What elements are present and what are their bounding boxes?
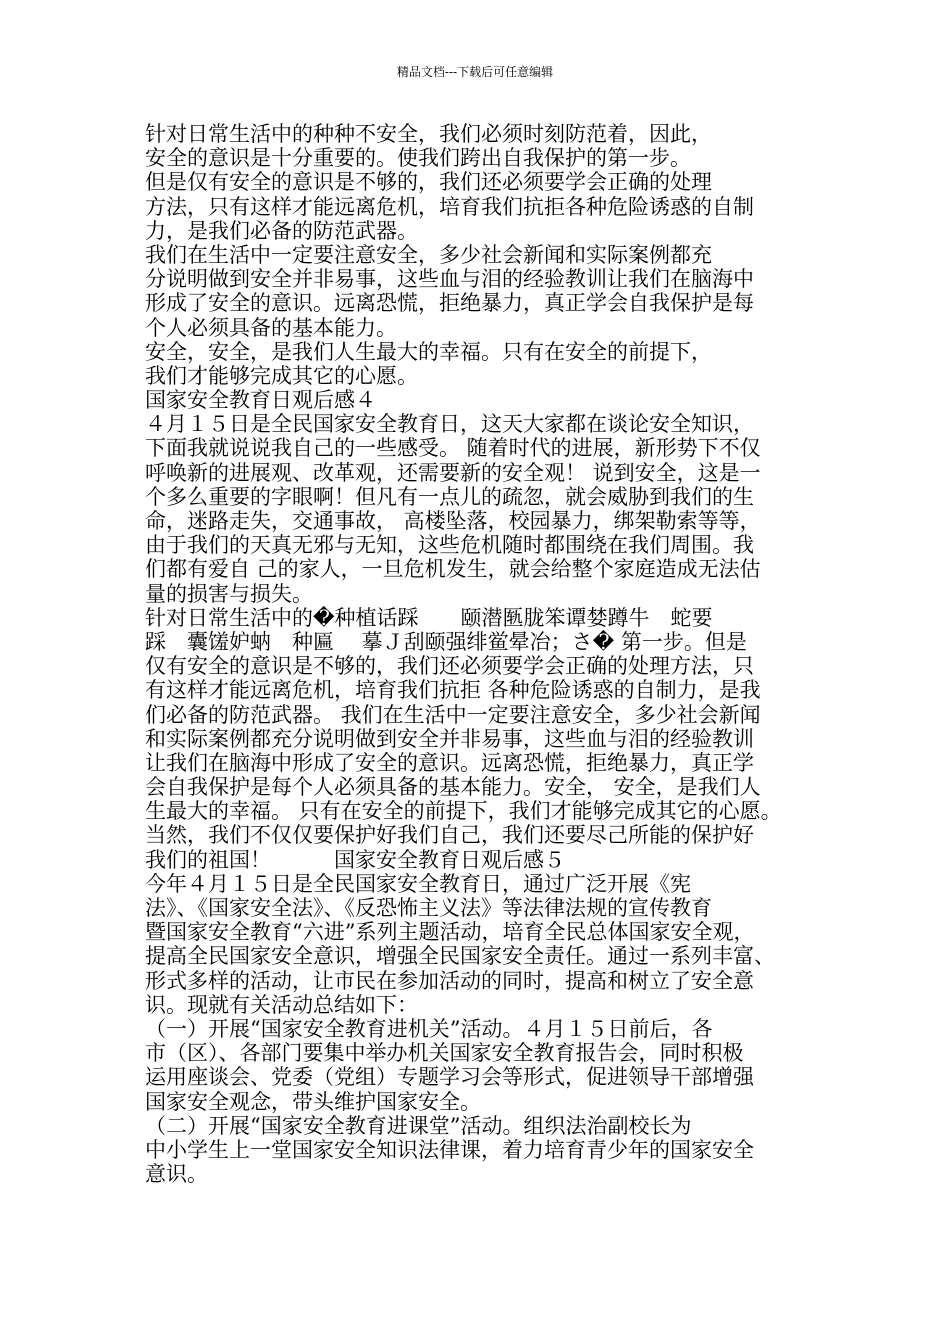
text-line: 让我们在脑海中形成了安全的意识。远离恐慌，拒绝暴力，真正学 [145,750,754,775]
text-line: 个多么重要的字眼啊！但凡有一点儿的疏忽，就会威胁到我们的生 [145,484,754,509]
text-line: 形式多样的活动，让市民在参加活动的同时，提高和树立了安全意 [145,968,754,993]
text-line: 暨国家安全教育“六进”系列主题活动，培育全民总体国家安全观， [145,920,755,945]
text-line: 方法，只有这样才能远离危机，培育我们抗拒各种危险诱惑的自制 [145,194,754,219]
text-line: 由于我们的天真无邪与无知，这些危机随时都围绕在我们周围。我 [145,533,754,558]
document-body [145,122,813,1186]
text-line: 国家安全观念，带头维护国家安全。 [145,1089,481,1114]
text-line: 和实际案例都充分说明做到安全并非易事，这些血与泪的经验教训 [145,726,754,751]
text-line: 们必备的防范武器。 我们在生活中一定要注意安全，多少社会新闻 [145,702,761,727]
text-line: 提高全民国家安全意识，增强全民国家安全责任。通过一系列丰富、 [145,944,775,969]
text-line: 仅有安全的意识是不够的，我们还必须要学会正确的处理方法，只 [145,654,754,679]
text-line: 下面我就说说我自己的一些感受。 随着时代的进展，新形势下不仅 [145,436,761,461]
text-line: 识。现就有关活动总结如下： [145,992,418,1017]
text-line: 意识。 [145,1162,208,1187]
text-line: （二）开展“国家安全教育进课堂”活动。组织法治副校长为 [145,1113,692,1138]
text-line: 中小学生上一堂国家安全知识法律课，着力培育青少年的国家安全 [145,1137,754,1162]
text-line: 力，是我们必备的防范武器。 [145,218,418,243]
text-line: 会自我保护是每个人必须具备的基本能力。安全， 安全，是我们人 [145,775,761,800]
text-line: 我们才能够完成其它的心愿。 [145,363,418,388]
text-line: ４月１５日是全民国家安全教育日，这天大家都在谈论安全知识， [145,412,754,437]
text-line: 运用座谈会、党委（党组）专题学习会等形式，促进领导干部增强 [145,1065,754,1090]
text-line: 安全的意识是十分重要的。使我们跨出自我保护的第一步。 [145,146,691,171]
text-line: 当然，我们不仅仅要保护好我们自己，我们还要尽己所能的保护好 [145,823,754,848]
text-line: 呼唤新的进展观、改革观，还需要新的安全观！ 说到安全，这是一 [145,460,761,485]
text-line: 我们的祖国！ 国家安全教育日观后感５ [145,847,565,872]
text-line: （一）开展“国家安全教育进机关”活动。４月１５日前后，各 [145,1016,713,1041]
text-line: 生最大的幸福。 只有在安全的前提下，我们才能够完成其它的心愿。 [145,799,782,824]
text-line: 我们在生活中一定要注意安全，多少社会新闻和实际案例都充 [145,242,712,267]
text-line: 个人必须具备的基本能力。 [145,315,397,340]
text-line: 法》、《国家安全法》、《反恐怖主义法》等法律法规的宣传教育 [145,896,712,920]
text-line: 量的损害与损失。 [145,581,313,606]
text-line: 但是仅有安全的意识是不够的，我们还必须要学会正确的处理 [145,170,712,195]
text-line: 安全，安全，是我们人生最大的幸福。只有在安全的前提下， [145,339,712,364]
page-header: 精品文档---下载后可任意编辑 [396,65,554,79]
text-line: 分说明做到安全并非易事，这些血与泪的经验教训让我们在脑海中 [145,267,754,292]
text-line: 命，迷路走失，交通事故， 高楼坠落，校园暴力，绑架勒索等等， [145,509,761,533]
text-line: 有这样才能远离危机，培育我们抗拒 各种危险诱惑的自制力，是我 [145,678,761,703]
text-line: 国家安全教育日观后感４ [145,388,376,413]
text-line: 市（区）、各部门要集中举办机关国家安全教育报告会，同时积极 [145,1041,744,1066]
text-line: 今年４月１５日是全民国家安全教育日，通过广泛开展《宪 [145,871,691,896]
text-line: 形成了安全的意识。远离恐慌，拒绝暴力，真正学会自我保护是每 [145,291,754,316]
text-line: 踩 囊馐妒蚋 种匾 摹Ｊ刮颐强绯鲎晕冶；さ� 第一步。但是 [145,629,747,654]
text-line: 针对日常生活中的种种不安全，我们必须时刻防范着，因此， [145,122,712,146]
text-line: 们都有爱自 己的家人，一旦危机发生，就会给整个家庭造成无法估 [145,557,761,582]
text-line: 针对日常生活中的�种植话踩 颐潜匦胧笨谭婪蹲牛 蛇要 [145,605,713,630]
